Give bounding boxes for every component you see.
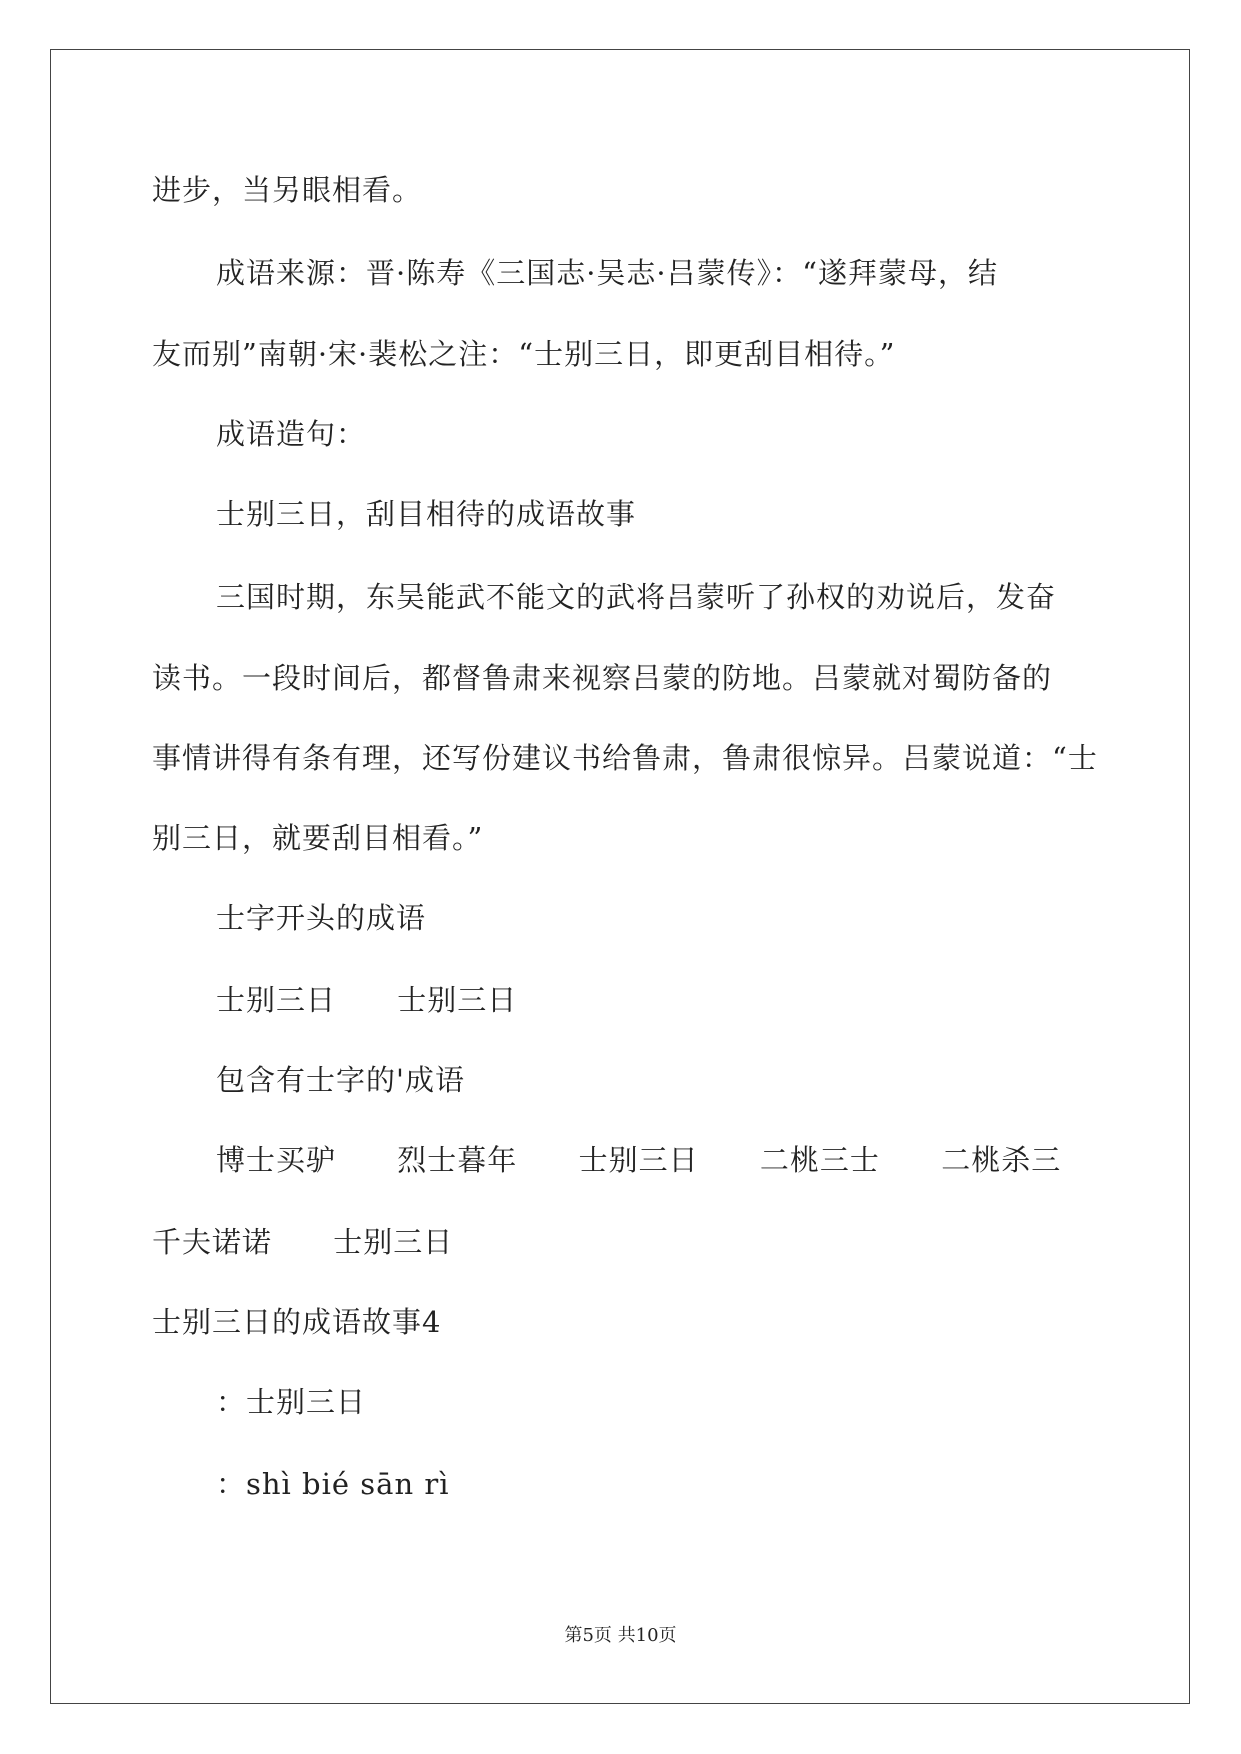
text-line-2: 成语来源：晋·陈寿《三国志·吴志·吕蒙传》：“遂拜蒙母，结 <box>216 256 998 290</box>
text-line-5: 士别三日，刮目相待的成语故事 <box>216 497 637 531</box>
text-line-1: 进步，当另眼相看。 <box>152 173 423 207</box>
text-line-4: 成语造句： <box>216 417 367 451</box>
text-line-16: ：士别三日 <box>216 1385 367 1419</box>
page-border <box>50 49 1190 1704</box>
text-line-13: 博士买驴 烈士暮年 士别三日 二桃三士 二桃杀三 <box>216 1143 1062 1177</box>
page-number: 第5页 共10页 <box>564 1625 677 1646</box>
text-line-9: 别三日，就要刮目相看。” <box>152 821 484 855</box>
text-line-11: 士别三日 士别三日 <box>216 983 518 1017</box>
section-heading: 士别三日的成语故事4 <box>152 1305 442 1339</box>
pinyin-line: ：shì bié sān rì <box>216 1467 450 1501</box>
text-line-6: 三国时期，东吴能武不能文的武将吕蒙听了孙权的劝说后，发奋 <box>216 580 1057 614</box>
text-line-14: 千夫诺诺 士别三日 <box>152 1225 454 1259</box>
text-line-7: 读书。一段时间后，都督鲁肃来视察吕蒙的防地。吕蒙就对蜀防备的 <box>152 661 1053 695</box>
text-line-8: 事情讲得有条有理，还写份建议书给鲁肃，鲁肃很惊异。吕蒙说道：“士 <box>152 741 1098 775</box>
text-line-12: 包含有士字的'成语 <box>216 1063 465 1097</box>
text-line-10: 士字开头的成语 <box>216 901 427 935</box>
text-line-3: 友而别”南朝·宋·裴松之注：“士别三日，即更刮目相待。” <box>152 337 896 371</box>
